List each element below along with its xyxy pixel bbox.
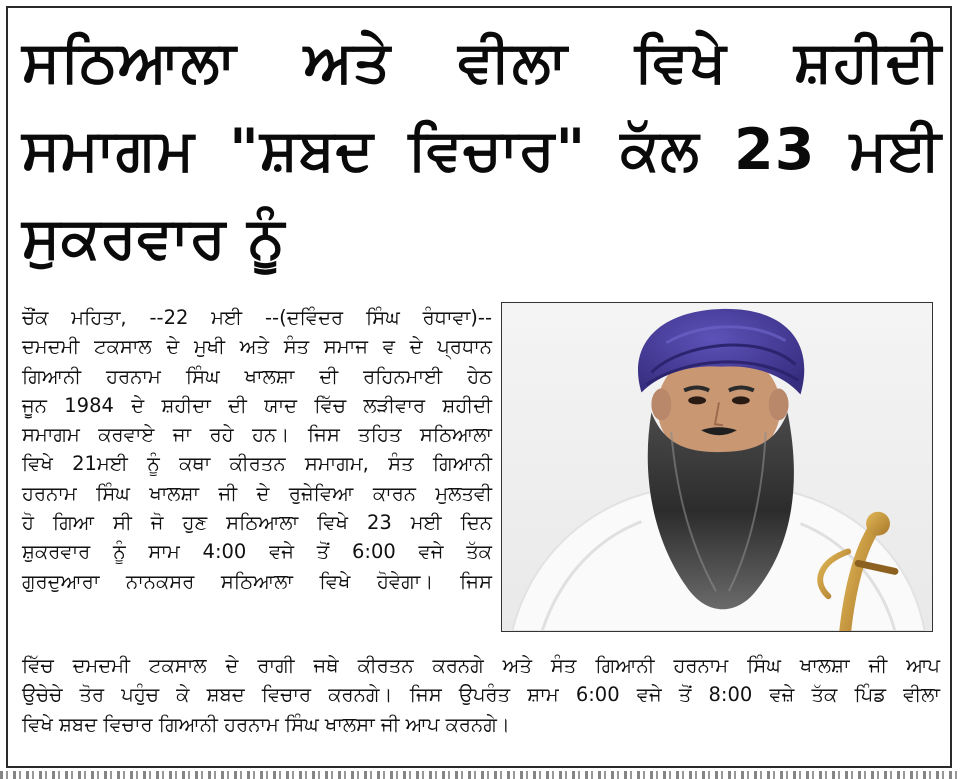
article-line: ਸਮਾਗਮ ਕਰਵਾਏ ਜਾ ਰਹੇ ਹਨ। ਜਿਸ ਤਹਿਤ ਸਠਿਆਲਾ xyxy=(22,423,492,447)
article-full-width-text xyxy=(22,651,940,739)
headline-line-3: ਸੁਕਰਵਾਰ ਨੂੰ xyxy=(22,205,286,271)
article-line: ਉਚੇਚੇ ਤੋਰ ਪਹੁੰਚ ਕੇ ਸ਼ਬਦ ਵਿਚਾਰ ਕਰਨਗੇ। ਜਿਸ ਉਪਰੰਤ ਸ਼ਾਮ 6:00 ਵਜੇ ਤੋਂ 8:00 ਵਜ਼ੇ ਤੱਕ ਪਿੰਡ ਵੀਲਾ xyxy=(22,683,940,707)
article-line: ਜੂਨ 1984 ਦੇ ਸ਼ਹੀਦਾ ਦੀ ਯਾਦ ਵਿੱਚ ਲੜੀਵਾਰ ਸ਼ਹੀਦੀ xyxy=(22,393,492,417)
article-column-text xyxy=(22,303,492,596)
article-line: ਗੁਰਦੁਆਰਾ ਨਾਨਕਸਰ ਸਠਿਆਲਾ ਵਿਖੇ ਹੋਵੇਗਾ। ਜਿਸ xyxy=(22,569,492,593)
torn-edge-strip xyxy=(0,771,960,779)
portrait-illustration xyxy=(502,303,932,631)
article-line: ਵਿਖੇ ਸ਼ਬਦ ਵਿਚਾਰ ਗਿਆਨੀ ਹਰਨਾਮ ਸਿੰਘ ਖਾਲਸਾ ਜੀ ਆਪ ਕਰਨਗੇ। xyxy=(22,712,510,736)
headline xyxy=(22,18,942,282)
article-line: ਚੌਂਕ ਮਹਿਤਾ, --22 ਮਈ --(ਦਵਿੰਦਰ ਸਿੰਘ ਰੰਧਾਵਾ)-- xyxy=(22,306,492,329)
portrait-photo xyxy=(501,302,933,632)
article-line: ਗਿਆਨੀ ਹਰਨਾਮ ਸਿੰਘ ਖਾਲਸ਼ਾ ਦੀ ਰਹਿਨਮਾਈ ਹੇਠ xyxy=(22,364,492,388)
article-line: ਵਿਖੇ 21ਮਈ ਨੂੰ ਕਥਾ ਕੀਰਤਨ ਸਮਾਗਮ, ਸੰਤ ਗਿਆਨੀ xyxy=(22,452,492,476)
article-line: ਵਿੱਚ ਦਮਦਮੀ ਟਕਸਾਲ ਦੇ ਰਾਗੀ ਜਥੇ ਕੀਰਤਨ ਕਰਨਗੇ ਅਤੇ ਸੰਤ ਗਿਆਨੀ ਹਰਨਾਮ ਸਿੰਘ ਖਾਲਸ਼ਾ ਜੀ ਆਪ xyxy=(22,654,940,677)
article-line: ਦਮਦਮੀ ਟਕਸਾਲ ਦੇ ਮੁਖੀ ਅਤੇ ਸੰਤ ਸਮਾਜ ਵ ਦੇ ਪ੍ਰਧਾਨ xyxy=(22,335,492,359)
headline-line-1: ਸਠਿਆਲਾ ਅਤੇ ਵੀਲਾ ਵਿਖੇ ਸ਼ਹੀਦੀ xyxy=(22,29,942,95)
article-line: ਹੋ ਗਿਆ ਸੀ ਜੋ ਹੁਣ ਸਠਿਆਲਾ ਵਿਖੇ 23 ਮਈ ਦਿਨ xyxy=(22,511,492,535)
article-line: ਹਰਨਾਮ ਸਿੰਘ ਖਾਲਸ਼ਾ ਜੀ ਦੇ ਰੁਜ਼ੇਵਿਆ ਕਾਰਨ ਮੁਲਤਵੀ xyxy=(22,481,492,505)
headline-line-2: ਸਮਾਗਮ "ਸ਼ਬਦ ਵਿਚਾਰ" ਕੱਲ 23 ਮਈ xyxy=(22,117,942,183)
article-line: ਸ਼ੁਕਰਵਾਰ ਨੂੰ ਸਾਮ 4:00 ਵਜੇ ਤੋਂ 6:00 ਵਜੇ ਤੱਕ xyxy=(22,540,492,564)
